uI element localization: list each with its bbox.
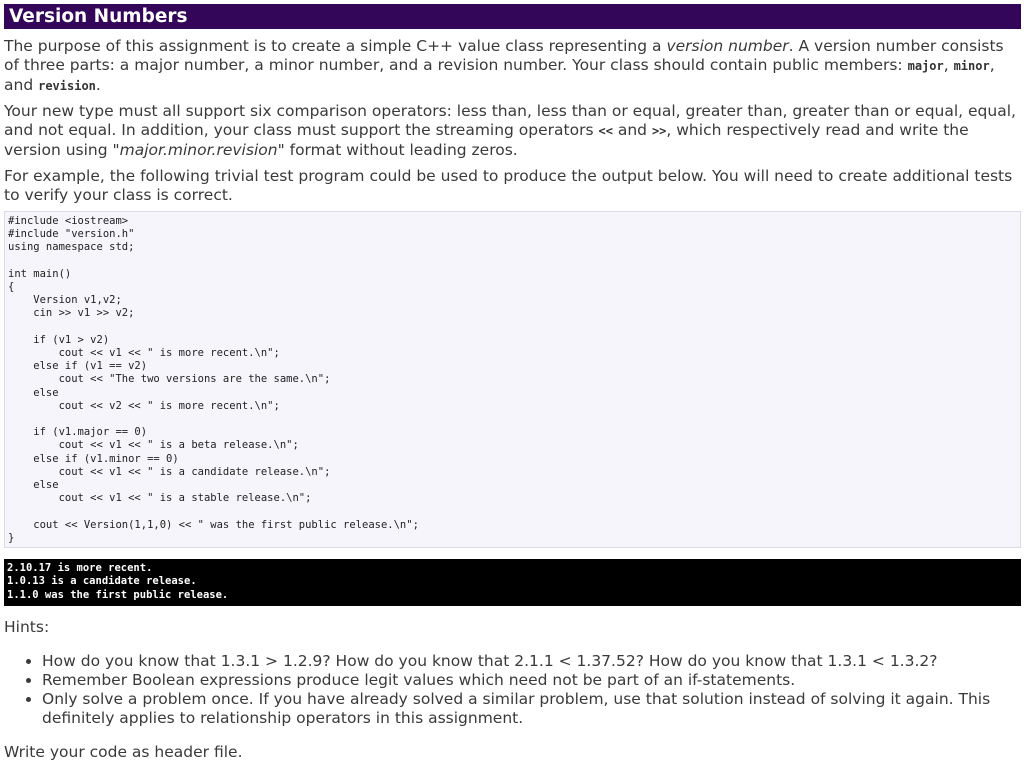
footer-instruction: Write your code as header file. <box>4 743 243 761</box>
intro-text: . A version number consists of three parts: a major number, a minor number, and a revision number. Your class should contain public members: <box>4 37 1004 74</box>
operators-text: Your new type must all support six comparison operators: less than, less than or equal, greater than, greater than or equal, equal, and not equal. In addition, your class must support the streaming operators <box>4 102 1016 139</box>
stream-out-operator: >> <box>651 124 667 138</box>
stream-in-operator: << <box>598 124 613 138</box>
member-major: major <box>907 59 944 73</box>
member-revision: revision <box>38 79 96 93</box>
example-paragraph: For example, the following trivial test program could be used to produce the output below. You will need to create additional tests to verify your class is correct. <box>4 167 1013 204</box>
format-emphasis: major.minor.revision <box>119 141 278 159</box>
intro-text: The purpose of this assignment is to create a simple C++ value class representing a <box>4 37 667 55</box>
code-listing: #include <iostream> #include "version.h" using namespace std; int main() { Version v1,v2; cin >> v1 >> v2; if (v1 > v2) cout << v1 << " is more recent.\n"; else if (v1 == v2) cout << "The two versions are the same.\n"; else cout << v2 << " is more recent.\n"; if (v1.major == 0) cout << v1 << " is a beta release.\n"; else if (v1.minor == 0) cout << v1 << " is a candidate release.\n"; else cout << v1 << " is a stable release.\n"; cout << Version(1,1,0) << " was the first public release.\n"; } <box>8 215 419 544</box>
operators-text: " format without leading zeros. <box>277 141 518 159</box>
operators-text: and <box>612 121 652 139</box>
operators-paragraph <box>4 102 1020 160</box>
member-minor: minor <box>953 59 990 73</box>
intro-paragraph <box>4 37 1020 96</box>
page-title: Version Numbers <box>4 4 1021 29</box>
hint-item: • Only solve a problem once. If you have already solved a similar problem, use that solution instead of solving it again. This definitely applies to relationship operators in this assignment. <box>42 690 1020 728</box>
hint-item: • How do you know that 1.3.1 > 1.2.9? How do you know that 2.1.1 < 1.37.52? How do you know that 1.3.1 < 1.3.2? <box>42 652 1020 671</box>
hints-heading: Hints: <box>4 618 50 636</box>
intro-text: . <box>95 76 101 94</box>
hints-list <box>0 652 1020 728</box>
separator: , <box>943 56 954 74</box>
output-block <box>4 559 1021 606</box>
code-block <box>4 211 1021 548</box>
hint-item: • Remember Boolean expressions produce legit values which need not be part of an if-statements. <box>42 671 1020 690</box>
program-output: 2.10.17 is more recent. 1.0.13 is a candidate release. 1.1.0 was the first public release. <box>7 562 229 601</box>
separator: , and <box>4 56 995 94</box>
operators-text: , which respectively read and write the version using " <box>4 121 969 159</box>
intro-emphasis: version number <box>666 37 789 55</box>
